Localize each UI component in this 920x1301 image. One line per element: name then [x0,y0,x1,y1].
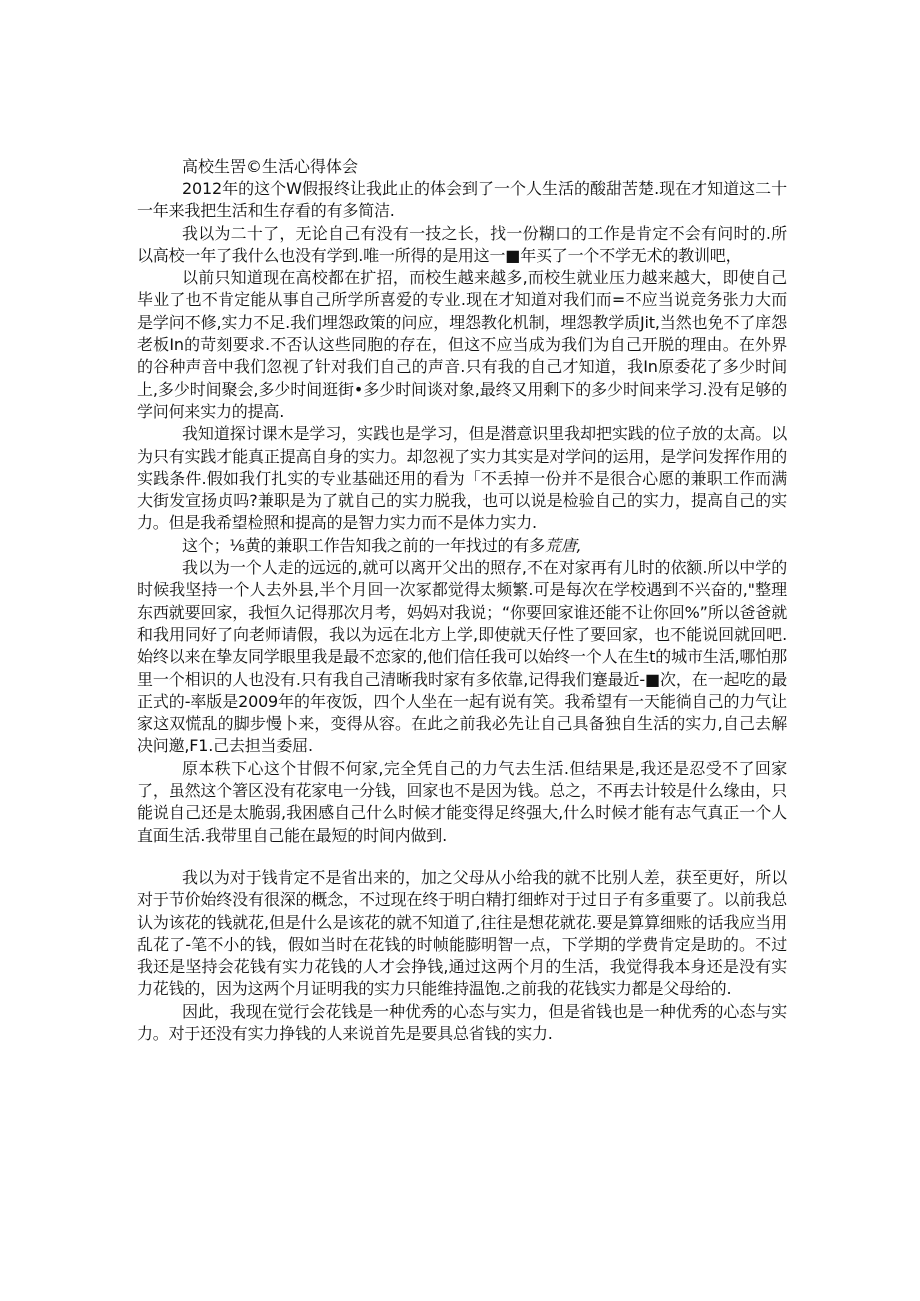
paragraph-7: 我以为对于钱肯定不是省出来的，加之父母从小给我的就不比别人差，获至更好，所以对于节价始终没有很深的概念，不过现在终于明白精打细蚱对于过日子有多重要了。以前我总认为该花的钱就花,但是什么是该花的就不知道了,往往是想花就花.要是算算细账的话我应当用乱花了-笔不小的钱，假如当时在花钱的时帧能膨明智一点，下学期的学费肯定是助的。不过我还是坚持会花钱有实力花钱的人才会挣钱,通过这两个月的生活，我觉得我本身还是没有实力花钱的，因为这两个月证明我的实力只能维持温饱.之前我的花钱实力都是父母给的. [137,867,787,999]
paragraph-5: 我以为一个人走的远远的,就可以离开父出的照存,不在对家再有儿时的依额.所以中学的时候我坚持一个人去外县,半个月回一次冢都觉得太频繁.可是每次在学校遇到不兴奋的,"整理东西就要回家，我恒久记得那次月考，妈妈对我说；“你要回家谁还能不让你回%”所以爸爸就和我用同好了向老师请假，我以为远在北方上学,即使就天仔性了要回家，也不能说回就回吧.始终以来在挚友同学眼里我是最不恋家的,他们信任我可以始终一个人在生t的城市生活,哪怕那里一个相识的人也没有.只有我自己清晰我时家有多依靠,记得我们蹇最近-■次，在一起吃的最正式的-率版是2009年的年夜饭，四个人坐在一起有说有笑。我希望有一天能徜自己的力气让家这双慌乱的脚步慢卜来，变得从容。在此之前我必先让自己具备独自生活的实力,自己去解决问邀,F1.己去担当委屈. [137,558,787,756]
paragraph-summer-job [137,535,787,557]
document-page [137,156,787,1045]
paragraph-3: 以前只知道现在高校都在扩招，而校生越来越多,而校生就业压力越来越大，即使自己毕业了也不肯定能从事自己所学所喜爱的专业.现在才知道对我们而=不应当说竞务张力大而是学问不修,实力不足.我们埋怨政策的问应，埋怨教化机制，埋怨教学质Jit,当然也免不了庠怨老板In的苛刻要求.不否认这些同胞的存在，但这不应当成为我们为自己开脱的理由。在外界的谷种声音中我们忽视了针对我们自己的声音.只有我的自己才知道，我In原委花了多少时间上,多少时间聚会,多少时间逛街•多少时间谈对象,最终又用剩下的多少时间来学习.没有足够的学问何来实力的提高. [137,268,787,421]
document-title: 高校生罟©生活心得体会 [182,157,359,176]
paragraph-gap [137,847,787,867]
summer-job-emphasis: 荒唐, [544,535,582,555]
summer-job-text: 这个；⅛黄的兼职工作告知我之前的一年找过的有多 [182,535,545,555]
paragraph-8: 因此，我现在觉行会花钱是一种优秀的心态与实力，但是省钱也是一种优秀的心态与实力。对于还没有实力挣钱的人来说首先是要具总省钱的实力. [137,1001,787,1043]
paragraph-4: 我知道探讨课木是学习，实践也是学习，但是潜意识里我却把实践的位子放的太高。以为只有实践才能真正提高自身的实力。却忽视了实力其实是对学问的运用，是学问发挥作用的实践条件.假如我仃扎实的专业基础还用的看为「不丢掉一份并不是很合心愿的兼职工作而满大街发宣扬贞吗?兼职是为了就自己的实力脱我，也可以说是检验自己的实力，提高自己的实力。但是我希望检照和提高的是智力实力而不是体力实力. [137,424,787,533]
paragraph-1: 2012年的这个W假报终让我此止的体会到了一个人生活的酸甜苦楚.现在才知道这二十一年来我把生活和生存看的有多简洁. [137,179,787,221]
paragraph-2: 我以为二十了，无论自己有没有一技之长，找一份糊口的工作是肯定不会有问时的.所以高校一年了我什么也没有学到.唯一所得的是用这一■年买了一个不学无术的教训吧， [137,223,787,265]
paragraph-6: 原本秩下心这个甘假不何家,完全凭自己的力气去生活.但结果是,我还是忍受不了回家了，虽然这个箸区没有花家电一分钱，回家也不是因为钱。总之，不再去计较是什么缘由，只能说自己还是太脆弱,我困感自己什么时候才能变得足终强大,什么时候才能有志气真正一个人直面生活.我带里自己能在最短的时间内做到. [137,758,787,845]
